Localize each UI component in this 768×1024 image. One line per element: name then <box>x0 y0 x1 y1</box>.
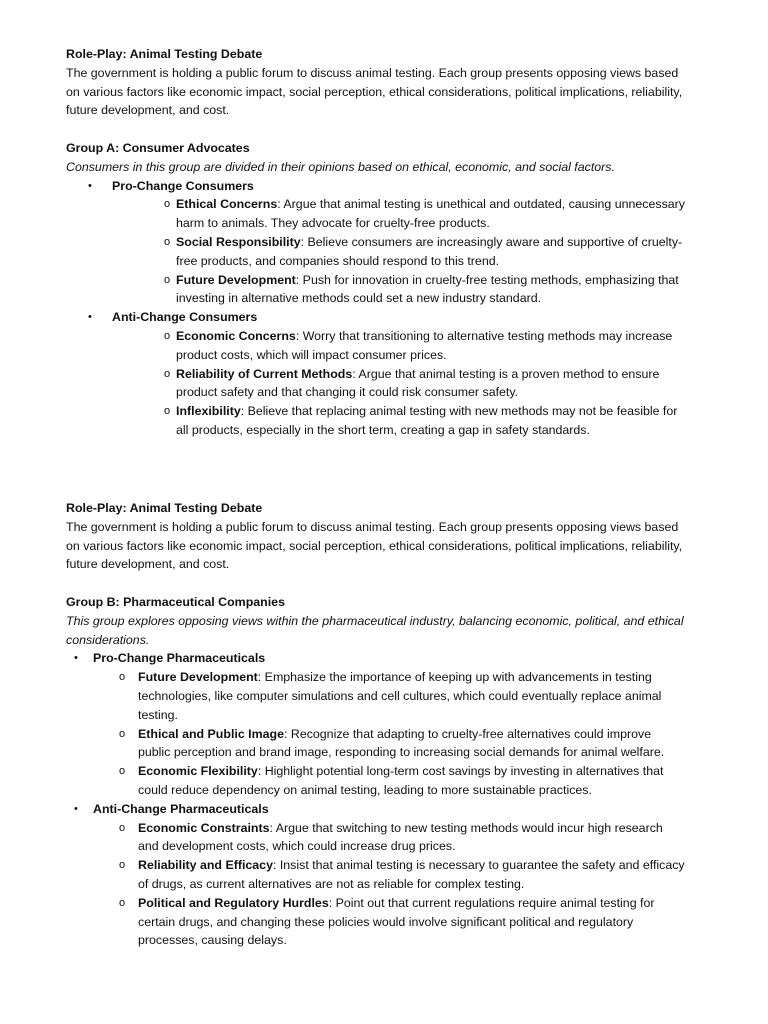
position-group-pro <box>66 177 686 309</box>
bullet-circle-icon: o <box>164 405 171 418</box>
argument-term: Inflexibility <box>176 404 241 419</box>
argument-term: Economic Constraints <box>138 820 270 835</box>
argument-term: Reliability of Current Methods <box>176 366 353 381</box>
argument-item <box>112 271 686 309</box>
spacer <box>66 120 686 139</box>
argument-text: : Push for innovation in cruelty-free testing methods, emphasizing that investing in alternative methods could set a new industry standard. <box>176 272 679 306</box>
bullet-circle-icon: o <box>119 765 126 778</box>
bullet-circle-icon: o <box>119 859 126 872</box>
bullet-dot-icon: • <box>74 652 78 665</box>
bullet-circle-icon: o <box>164 329 171 342</box>
bullet-circle-icon: o <box>119 671 126 684</box>
section-title: Role-Play: Animal Testing Debate <box>66 47 263 61</box>
bullet-circle-icon: o <box>164 198 171 211</box>
bullet-circle-icon: o <box>119 821 126 834</box>
argument-list <box>112 327 686 440</box>
group-title: Group A: Consumer Advocates <box>66 140 250 155</box>
bullet-circle-icon: o <box>164 273 171 286</box>
argument-term: Reliability and Efficacy <box>138 858 273 873</box>
position-group-label: Anti-Change Pharmaceuticals <box>93 801 269 816</box>
position-group-label: Pro-Change Consumers <box>112 178 254 193</box>
position-group-anti <box>66 800 686 950</box>
argument-text: : Worry that transitioning to alternative testing methods may increase product costs, which will impact consumer prices. <box>176 328 673 362</box>
argument-item <box>112 195 686 233</box>
argument-term: Ethical and Public Image <box>138 726 284 741</box>
argument-text: : Argue that switching to new testing methods would incur high research and development costs, which could increase drug prices. <box>138 820 663 854</box>
argument-item <box>112 365 686 403</box>
argument-term: Future Development <box>138 670 258 685</box>
argument-term: Ethical Concerns <box>176 197 278 212</box>
argument-text: : Recognize that adapting to cruelty-free alternatives could improve public perception and brand image, responding to increasing social demands for animal welfare. <box>138 726 665 760</box>
section-intro: The government is holding a public forum to discuss animal testing. Each group presents opposing views based on various factors like economic impact, social perception, ethical considerations, political implications, reliability, future development, and cost. <box>66 65 683 118</box>
section-group-a <box>66 45 686 440</box>
position-group-pro <box>66 649 686 799</box>
argument-term: Economic Concerns <box>176 328 296 343</box>
argument-text: : Highlight potential long-term cost savings by investing in alternatives that could reduce dependency on animal testing, leading to more sustainable practices. <box>138 764 664 797</box>
group-title: Group B: Pharmaceutical Companies <box>66 594 285 609</box>
position-group-anti <box>66 308 686 440</box>
bullet-dot-icon: • <box>88 179 92 192</box>
argument-term: Social Responsibility <box>176 234 301 249</box>
bullet-dot-icon: • <box>74 802 78 815</box>
position-group-label: Anti-Change Consumers <box>112 310 258 325</box>
argument-term: Economic Flexibility <box>138 764 258 779</box>
argument-text: : Argue that animal testing is unethical and outdated, causing unnecessary harm to animals. They advocate for cruelty-free products. <box>176 197 685 231</box>
section-group-b <box>66 499 686 950</box>
position-list <box>66 649 686 950</box>
group-description: Consumers in this group are divided in their opinions based on ethical, economic, and social factors. <box>66 159 615 174</box>
argument-list <box>93 668 686 800</box>
argument-item <box>93 819 686 857</box>
argument-text: : Believe consumers are increasingly aware and supportive of cruelty-free products, and companies should respond to this trend. <box>176 234 683 268</box>
group-description: This group explores opposing views within the pharmaceutical industry, balancing economic, political, and ethical considerations. <box>66 613 684 647</box>
spacer <box>66 574 686 593</box>
argument-term: Future Development <box>176 272 296 287</box>
argument-item <box>93 725 686 763</box>
section-title: Role-Play: Animal Testing Debate <box>66 501 263 515</box>
argument-text: : Believe that replacing animal testing with new methods may not be feasible for all products, especially in the short term, creating a gap in safety standards. <box>176 404 678 437</box>
argument-item <box>93 894 686 950</box>
argument-item <box>112 233 686 271</box>
argument-list <box>112 195 686 308</box>
argument-item <box>112 402 686 440</box>
argument-text: : Insist that animal testing is necessary to guarantee the safety and efficacy of drugs, as current alternatives are not as reliable for complex testing. <box>138 858 685 891</box>
position-list <box>66 177 686 440</box>
bullet-circle-icon: o <box>119 727 126 740</box>
argument-item <box>93 668 686 724</box>
bullet-dot-icon: • <box>88 311 92 324</box>
argument-text: : Emphasize the importance of keeping up with advancements in testing technologies, like computer simulations and cell cultures, which could eventually replace animal testing. <box>138 670 662 722</box>
argument-term: Political and Regulatory Hurdles <box>138 895 329 910</box>
argument-item <box>93 762 686 800</box>
argument-item <box>112 327 686 365</box>
section-intro: The government is holding a public forum to discuss animal testing. Each group presents opposing views based on various factors like economic impact, social perception, ethical considerations, political implications, reliability, future development, and cost. <box>66 519 683 572</box>
argument-list <box>93 819 686 951</box>
argument-text: : Argue that animal testing is a proven method to ensure product safety and that changing it could risk consumer safety. <box>176 366 660 400</box>
argument-item <box>93 856 686 894</box>
bullet-circle-icon: o <box>119 896 126 909</box>
position-group-label: Pro-Change Pharmaceuticals <box>93 651 266 666</box>
bullet-circle-icon: o <box>164 235 171 248</box>
argument-text: : Point out that current regulations require animal testing for certain drugs, and changing these policies would involve significant political and regulatory processes, causing delays. <box>138 895 655 948</box>
bullet-circle-icon: o <box>164 367 171 380</box>
